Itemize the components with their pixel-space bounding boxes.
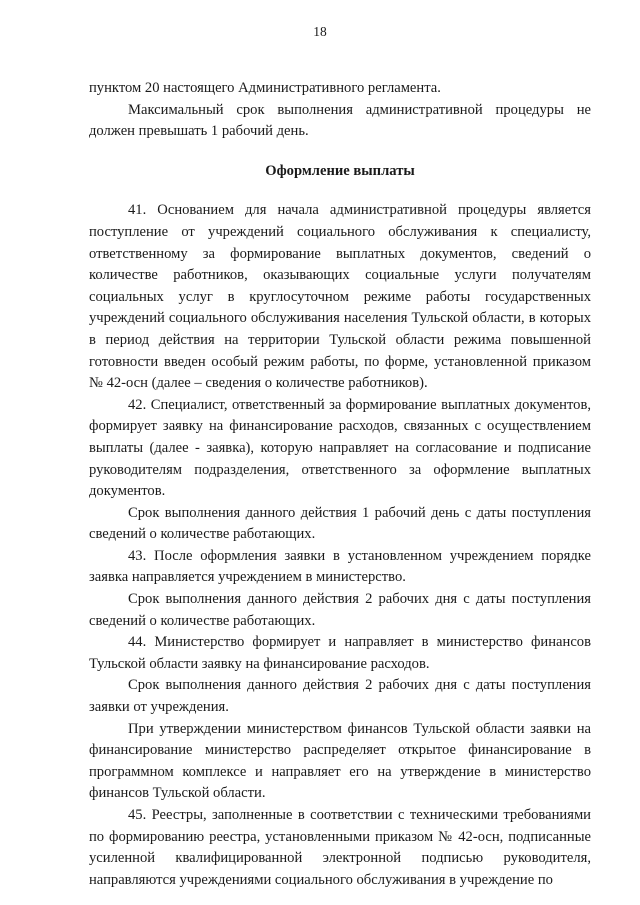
document-body	[89, 78, 591, 891]
paragraph-45: 45. Реестры, заполненные в соответствии с техническими требованиями по формированию реестра, установленными приказом № 42-осн, подписанные усиленной квалифицированной электронной подписью руководителя, направляются учреждениями социального обслуживания в учреждение по	[89, 807, 591, 888]
paragraph-41: 41. Основанием для начала административной процедуры является поступление от учреждений социального обслуживания к специалисту, ответственному за формирование выплатных документов, сведений о количестве работников, оказывающих социальные услуги получателям социальных услуг в круглосуточном режиме работы государственных учреждений социального обслуживания населения Тульской области, в которых в период действия на территории Тульской области режима повышенной готовности введен особый режим работы, по форме, установленной приказом № 42-осн (далее – сведения о количестве работников).	[89, 202, 591, 392]
paragraph-42: 42. Специалист, ответственный за формирование выплатных документов, формирует заявку на финансирование расходов, связанных с осуществлением выплаты (далее - заявка), которую направляет на согласование и подписание руководителям подразделения, ответственного за оформление выплатных документов.	[89, 396, 591, 500]
paragraph-43: 43. После оформления заявки в установленном учреждением порядке заявка направляется учреждением в министерство.	[89, 547, 591, 586]
paragraph-approval: При утверждении министерством финансов Тульской области заявки на финансирование министерство распределяет открытое финансирование в программном комплексе и направляет его на утверждение в министерство финансов Тульской области.	[89, 720, 591, 802]
paragraph-42-term: Срок выполнения данного действия 1 рабочий день с даты поступления сведений о количестве работающих.	[89, 504, 591, 543]
paragraph-continuation: пунктом 20 настоящего Административного регламента.	[89, 80, 441, 96]
page-number: 18	[313, 24, 327, 39]
paragraph-44: 44. Министерство формирует и направляет в министерство финансов Тульской области заявку на финансирование расходов.	[89, 634, 591, 672]
paragraph-max-term: Максимальный срок выполнения административной процедуры не должен превышать 1 рабочий день.	[89, 101, 591, 140]
paragraph-43-term: Срок выполнения данного действия 2 рабочих дня с даты поступления сведений о количестве работающих.	[89, 591, 591, 629]
section-heading: Оформление выплаты	[265, 162, 415, 179]
paragraph-44-term: Срок выполнения данного действия 2 рабочих дня с даты поступления заявки от учреждения.	[89, 677, 591, 716]
